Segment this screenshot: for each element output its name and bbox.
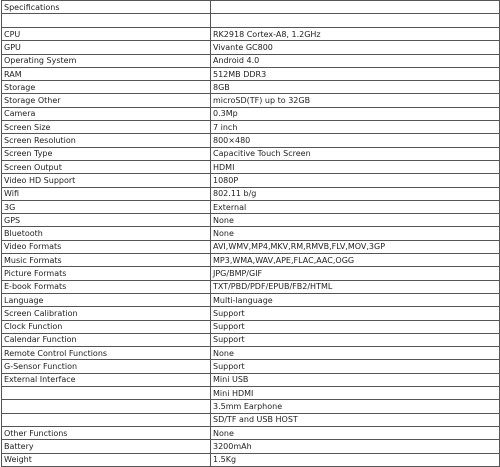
spec-label: RAM	[2, 67, 211, 80]
spec-label: Video HD Support	[2, 174, 211, 187]
table-row	[2, 387, 500, 400]
spec-label: Weight	[2, 453, 211, 466]
table-row	[2, 200, 500, 213]
spec-label: Screen Size	[2, 121, 211, 134]
table-row	[2, 81, 500, 94]
spec-label: GPS	[2, 214, 211, 227]
spec-label: Storage Other	[2, 94, 211, 107]
spec-label: Camera	[2, 107, 211, 120]
table-row	[2, 254, 500, 267]
spec-label: Calendar Function	[2, 333, 211, 346]
spec-label: E-book Formats	[2, 280, 211, 293]
table-row	[2, 426, 500, 439]
spec-value: microSD(TF) up to 32GB	[211, 94, 500, 107]
table-header-row	[2, 1, 500, 14]
spec-label: G-Sensor Function	[2, 360, 211, 373]
table-row	[2, 41, 500, 54]
spacer-cell	[211, 14, 500, 28]
table-row	[2, 121, 500, 134]
table-row	[2, 373, 500, 386]
spec-value: 1080P	[211, 174, 500, 187]
table-row	[2, 94, 500, 107]
table-row	[2, 267, 500, 280]
spec-value: Mini USB	[211, 373, 500, 386]
spec-value: 0.3Mp	[211, 107, 500, 120]
spec-value: 802.11 b/g	[211, 187, 500, 200]
spec-label	[2, 413, 211, 426]
spec-label: Screen Output	[2, 160, 211, 173]
spec-label	[2, 400, 211, 413]
spec-value: HDMI	[211, 160, 500, 173]
spec-value: None	[211, 426, 500, 439]
spec-label: Language	[2, 293, 211, 306]
table-row	[2, 413, 500, 426]
table-row	[2, 160, 500, 173]
spec-label: Picture Formats	[2, 267, 211, 280]
spec-label: Wifi	[2, 187, 211, 200]
table-row	[2, 28, 500, 41]
spec-value: 3200mAh	[211, 440, 500, 453]
spec-value: 1.5Kg	[211, 453, 500, 466]
table-row	[2, 67, 500, 80]
spec-label: Bluetooth	[2, 227, 211, 240]
spec-label: External Interface	[2, 373, 211, 386]
spec-label: Remote Control Functions	[2, 347, 211, 360]
spec-value: None	[211, 214, 500, 227]
spec-label: Music Formats	[2, 254, 211, 267]
spec-label: 3G	[2, 200, 211, 213]
spec-label: Clock Function	[2, 320, 211, 333]
spec-label: Storage	[2, 81, 211, 94]
spec-value: Support	[211, 307, 500, 320]
spec-value: Mini HDMI	[211, 387, 500, 400]
spec-label: Operating System	[2, 54, 211, 67]
table-row	[2, 360, 500, 373]
spec-label	[2, 387, 211, 400]
table-row	[2, 107, 500, 120]
spec-label: Screen Calibration	[2, 307, 211, 320]
table-row	[2, 453, 500, 466]
table-row	[2, 227, 500, 240]
spec-value: Support	[211, 333, 500, 346]
table-row	[2, 187, 500, 200]
spec-label: CPU	[2, 28, 211, 41]
spec-value: None	[211, 347, 500, 360]
spec-label: Screen Resolution	[2, 134, 211, 147]
spec-value: Support	[211, 320, 500, 333]
table-row	[2, 347, 500, 360]
spec-value: RK2918 Cortex-A8, 1.2GHz	[211, 28, 500, 41]
table-row	[2, 214, 500, 227]
spec-value: Multi-language	[211, 293, 500, 306]
spec-value: AVI,WMV,MP4,MKV,RM,RMVB,FLV,MOV,3GP	[211, 240, 500, 253]
table-row	[2, 174, 500, 187]
table-title: Specifications	[2, 1, 211, 14]
table-row	[2, 307, 500, 320]
spec-value: MP3,WMA,WAV,APE,FLAC,AAC,OGG	[211, 254, 500, 267]
spec-value: Capacitive Touch Screen	[211, 147, 500, 160]
spec-value: SD/TF and USB HOST	[211, 413, 500, 426]
spec-label: GPU	[2, 41, 211, 54]
table-row	[2, 293, 500, 306]
table-row	[2, 147, 500, 160]
spec-value: Android 4.0	[211, 54, 500, 67]
table-row	[2, 400, 500, 413]
spec-value: Vivante GC800	[211, 41, 500, 54]
table-row	[2, 240, 500, 253]
table-row	[2, 280, 500, 293]
spacer-cell	[2, 14, 211, 28]
spec-value: 3.5mm Earphone	[211, 400, 500, 413]
spec-label: Video Formats	[2, 240, 211, 253]
table-row	[2, 320, 500, 333]
spec-value: External	[211, 200, 500, 213]
spec-label: Battery	[2, 440, 211, 453]
spec-label: Other Functions	[2, 426, 211, 439]
table-row	[2, 440, 500, 453]
specifications-table	[1, 0, 500, 467]
table-title-blank	[211, 1, 500, 14]
spec-value: None	[211, 227, 500, 240]
table-row	[2, 333, 500, 346]
spec-value: Support	[211, 360, 500, 373]
spec-value: TXT/PBD/PDF/EPUB/FB2/HTML	[211, 280, 500, 293]
spec-value: 512MB DDR3	[211, 67, 500, 80]
table-row	[2, 134, 500, 147]
spacer-row	[2, 14, 500, 28]
table-row	[2, 54, 500, 67]
spec-value: JPG/BMP/GIF	[211, 267, 500, 280]
spec-value: 800×480	[211, 134, 500, 147]
spec-label: Screen Type	[2, 147, 211, 160]
spec-value: 7 inch	[211, 121, 500, 134]
spec-value: 8GB	[211, 81, 500, 94]
